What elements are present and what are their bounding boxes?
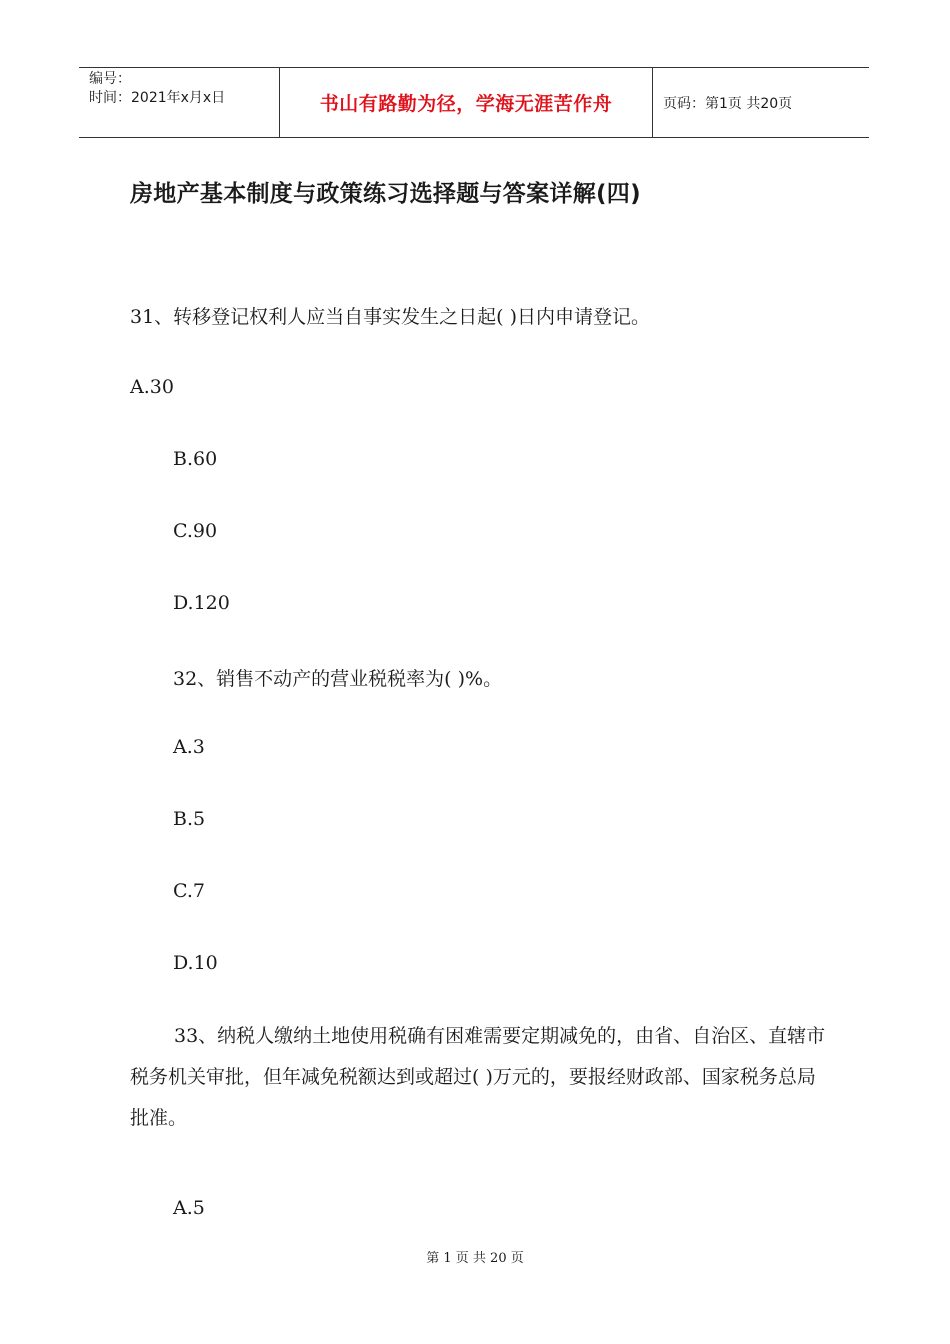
page-header bbox=[79, 67, 869, 138]
time-label: 时间：2021年x月x日 bbox=[89, 90, 226, 106]
option-32-d: D.10 bbox=[173, 952, 218, 974]
option-32-a: A.3 bbox=[173, 736, 205, 758]
option-31-c: C.90 bbox=[173, 520, 218, 542]
header-meta bbox=[79, 68, 280, 137]
question-32: 32、销售不动产的营业税税率为( )%。 bbox=[173, 668, 503, 690]
option-32-b: B.5 bbox=[173, 808, 206, 830]
document-title: 房地产基本制度与政策练习选择题与答案详解(四) bbox=[130, 181, 641, 207]
option-31-b: B.60 bbox=[173, 448, 218, 470]
option-31-a: A.30 bbox=[130, 376, 174, 398]
page-footer: 第 1 页 共 20 页 bbox=[426, 1251, 524, 1266]
option-33-a: A.5 bbox=[173, 1197, 205, 1219]
question-33-text: 33、纳税人缴纳土地使用税确有困难需要定期减免的，由省、自治区、直辖市税务机关审批，但年减免税额达到或超过( )万元的，要报经财政部、国家税务总局批准。 bbox=[130, 1025, 826, 1129]
question-33 bbox=[130, 1016, 830, 1139]
header-motto: 书山有路勤为径，学海无涯苦作舟 bbox=[280, 68, 653, 137]
number-label: 编号： bbox=[89, 71, 131, 87]
option-31-d: D.120 bbox=[173, 592, 230, 614]
question-31: 31、转移登记权利人应当自事实发生之日起( )日内申请登记。 bbox=[130, 306, 651, 328]
option-32-c: C.7 bbox=[173, 880, 205, 902]
header-page-info: 页码：第1页 共20页 bbox=[663, 95, 793, 112]
